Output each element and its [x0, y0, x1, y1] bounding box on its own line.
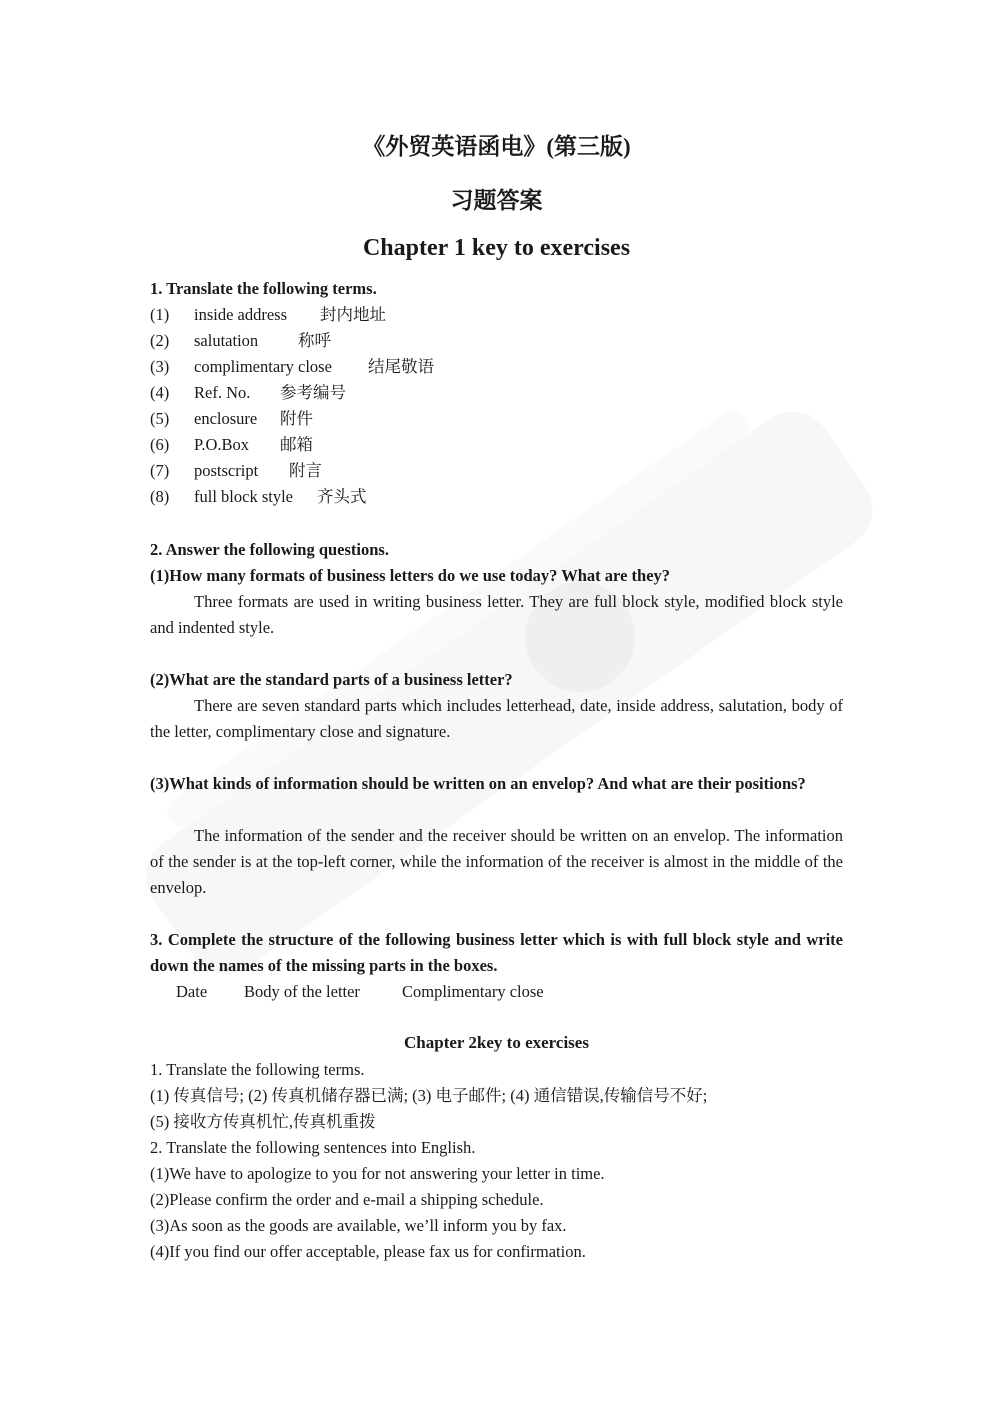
document-subtitle: 习题答案 [450, 188, 543, 213]
chapter2-line: (5) 接收方传真机忙,传真机重拨 [150, 1112, 376, 1131]
term-number: (4) [150, 383, 170, 402]
term-item [150, 330, 331, 352]
answer-2: There are seven standard parts which includes letterhead, date, inside address, salutation, body of the letter, complimentary close and signature. [150, 696, 843, 741]
term-chinese: 附言 [289, 461, 322, 480]
term-number: (7) [150, 461, 170, 480]
term-item [150, 486, 367, 508]
chapter2-line: (3)As soon as the goods are available, we’ll inform you by fax. [150, 1216, 567, 1235]
term-item [150, 460, 322, 482]
section2-heading: 2. Answer the following questions. [150, 540, 389, 559]
chapter2-heading: Chapter 2key to exercises [404, 1033, 589, 1052]
question-1: (1)How many formats of business letters do we use today? What are they? [150, 566, 671, 585]
term-english: P.O.Box [194, 435, 250, 454]
term-chinese: 结尾敬语 [368, 357, 434, 376]
answer-body: Body of the letter [244, 982, 360, 1001]
chapter1-heading: Chapter 1 key to exercises [362, 235, 631, 261]
term-item [150, 382, 346, 404]
term-number: (8) [150, 487, 170, 506]
term-english: inside address [194, 305, 288, 324]
term-chinese: 齐头式 [317, 487, 367, 506]
term-english: salutation [194, 331, 259, 350]
chapter2-line: (1)We have to apologize to you for not answering your letter in time. [150, 1164, 605, 1183]
term-chinese: 封内地址 [320, 305, 386, 324]
term-item [150, 304, 386, 326]
term-number: (5) [150, 409, 170, 428]
term-item [150, 356, 434, 378]
answer-complimentary-close: Complimentary close [402, 982, 544, 1001]
term-number: (3) [150, 357, 170, 376]
term-item [150, 434, 313, 456]
chapter2-line: 1. Translate the following terms. [150, 1060, 365, 1079]
section3-answers [176, 981, 544, 1003]
term-english: enclosure [194, 409, 258, 428]
chapter2-line: (2)Please confirm the order and e-mail a shipping schedule. [150, 1190, 544, 1209]
chapter2-line: (1) 传真信号; (2) 传真机储存器已满; (3) 电子邮件; (4) 通信错误,传输信号不好; [150, 1086, 708, 1105]
term-number: (6) [150, 435, 170, 454]
term-english: postscript [194, 461, 259, 480]
chapter2-line: (4)If you find our offer acceptable, please fax us for confirmation. [150, 1242, 586, 1261]
question-2: (2)What are the standard parts of a business letter? [150, 670, 513, 689]
term-number: (1) [150, 305, 170, 324]
term-number: (2) [150, 331, 170, 350]
term-english: complimentary close [194, 357, 332, 376]
answer-3: The information of the sender and the receiver should be written on an envelop. The information of the sender is at the top-left corner, while the information of the receiver is almost in the middle of the envelop. [150, 826, 843, 897]
answer-1: Three formats are used in writing business letter. They are full block style, modified block style and indented style. [150, 592, 843, 637]
term-english: full block style [194, 487, 293, 506]
chapter2-line: 2. Translate the following sentences into English. [150, 1138, 476, 1157]
term-english: Ref. No. [194, 383, 251, 402]
section1-heading: 1. Translate the following terms. [150, 279, 377, 298]
answer-date: Date [176, 982, 208, 1001]
section3-heading: 3. Complete the structure of the following business letter which is with full block style and write down the names of the missing parts in the boxes. [150, 930, 843, 975]
document-title: 《外贸英语函电》(第三版) [362, 134, 631, 159]
term-item [150, 408, 313, 430]
term-chinese: 称呼 [298, 331, 331, 350]
term-chinese: 邮箱 [280, 435, 313, 454]
term-chinese: 参考编号 [280, 383, 346, 402]
question-3: (3)What kinds of information should be written on an envelop? And what are their positions? [150, 774, 806, 793]
term-chinese: 附件 [280, 409, 313, 428]
